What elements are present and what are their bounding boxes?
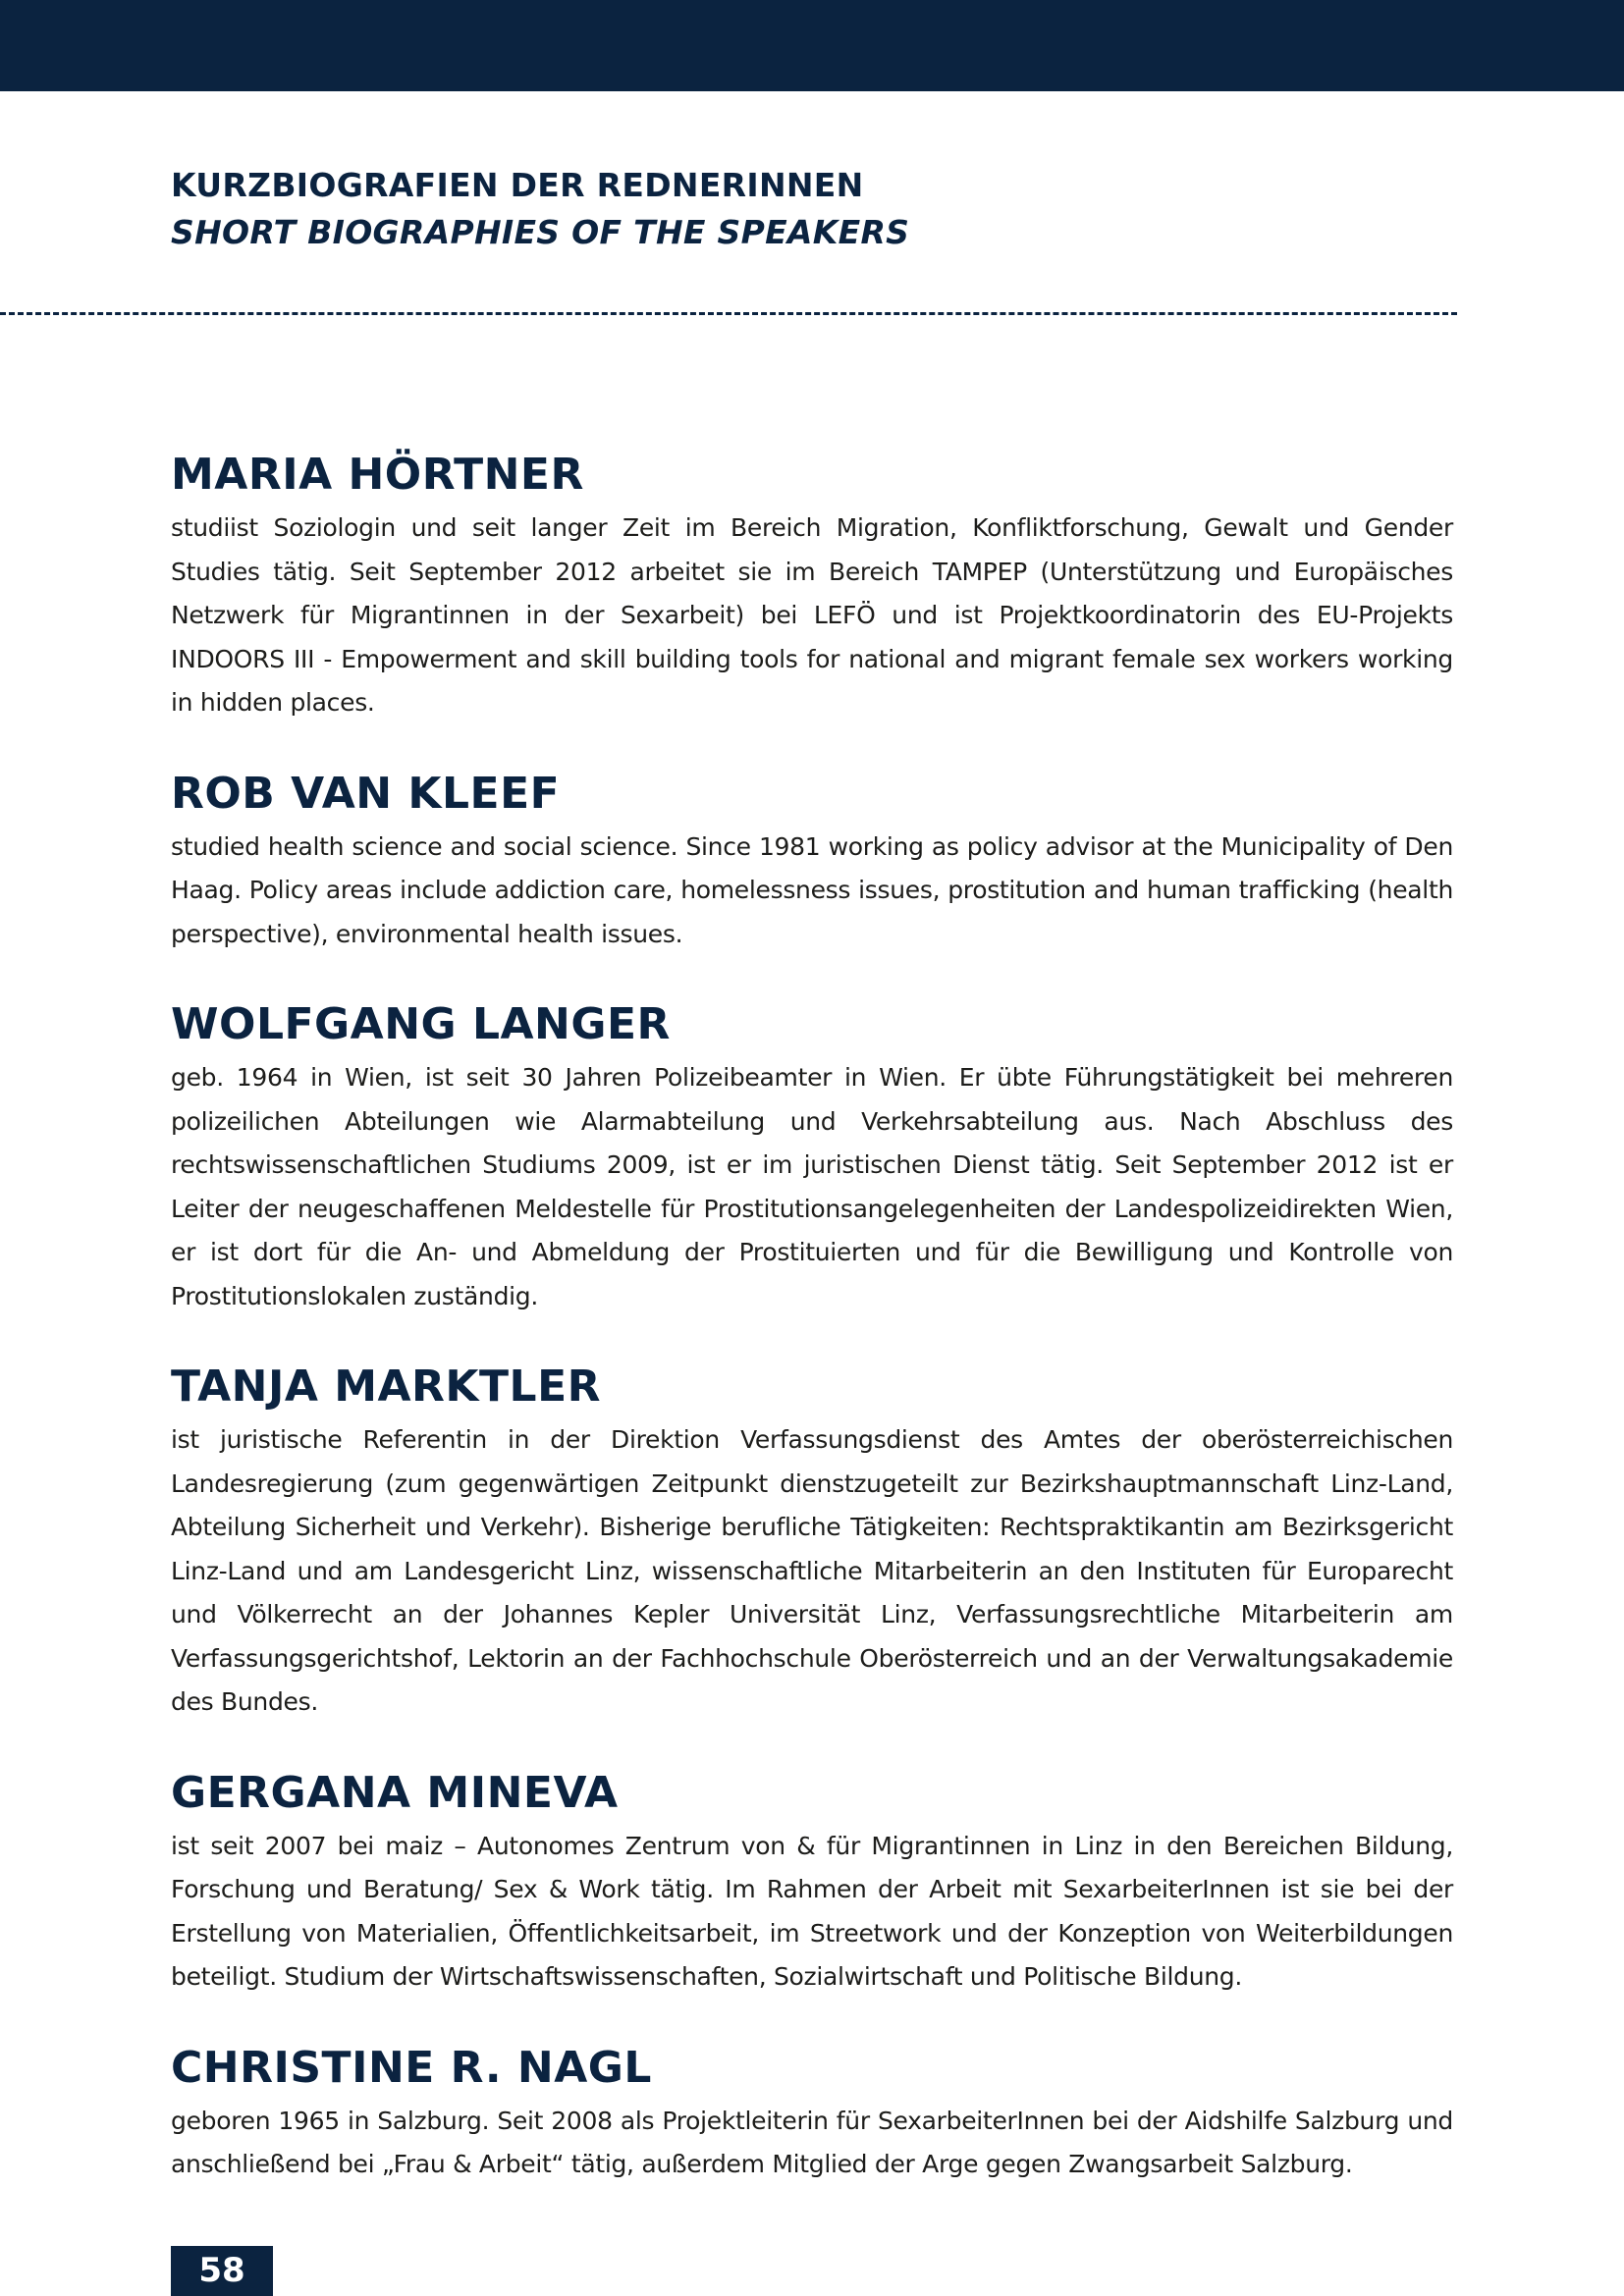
speaker-bio: ist juristische Referentin in der Direktion Verfassungsdienst des Amtes der oberösterreichischen Landesregierung (zum gegenwärtigen Zeitpunkt dienstzugeteilt zur Bezirkshauptmannschaft Linz-Land, Abteilung Sicherheit und Verkehr). Bisherige berufliche Tätigkeiten: Rechtspraktikantin am Bezirksgericht Linz-Land und am Landesgericht Linz, wissenschaftliche Mitarbeiterin an den Instituten für Europarecht und Völkerrecht an der Johannes Kepler Universität Linz, Verfassungsrechtliche Mitarbeiterin am Verfassungsgerichtshof, Lektorin an der Fachhochschule Oberösterreich und an der Verwaltungsakademie des Bundes. xyxy=(171,1425,1453,1716)
speaker-name: CHRISTINE R. NAGL xyxy=(171,2042,652,2093)
speaker-bio: geb. 1964 in Wien, ist seit 30 Jahren Polizeibeamter in Wien. Er übte Führungstätigkeit bei mehreren polizeilichen Abteilungen wie Alarmabteilung und Verkehrsabteilung aus. Nach Abschluss des rechtswissenschaftlichen Studiums 2009, ist er im juristischen Dienst tätig. Seit September 2012 ist er Leiter der neugeschaffenen Meldestelle für Prostitutionsangelegenheiten der Landespolizeidirekten Wien, er ist dort für die An- und Abmeldung der Prostituierten und für die Bewilligung und Kontrolle von Prostitutionslokalen zuständig. xyxy=(171,1063,1453,1310)
speaker-name: MARIA HÖRTNER xyxy=(171,450,584,500)
speaker-bio: studiist Soziologin und seit langer Zeit im Bereich Migration, Konfliktforschung, Gewalt und Gender Studies tätig. Seit September 2012 arbeitet sie im Bereich TAMPEP (Unterstützung und Europäisches Netzwerk für Migrantinnen in der Sexarbeit) bei LEFÖ und ist Projektkoordinatorin des EU-Projekts INDOORS III - Empowerment and skill building tools for national and migrant female sex workers working in hidden places. xyxy=(171,513,1453,717)
speaker-bio: geboren 1965 in Salzburg. Seit 2008 als Projektleiterin für SexarbeiterInnen bei der Aidshilfe Salzburg und anschließend bei „Frau & Arbeit“ tätig, außerdem Mitglied der Arge gegen Zwangsarbeit Salzburg. xyxy=(171,2106,1453,2178)
dashed-divider xyxy=(0,312,1457,315)
speaker-name: ROB VAN KLEEF xyxy=(171,768,561,819)
bio-gergana-mineva xyxy=(171,1766,1453,2000)
speaker-bio: ist seit 2007 bei maiz – Autonomes Zentrum von & für Migrantinnen in Linz in den Bereichen Bildung, Forschung und Beratung/ Sex & Work tätig. Im Rahmen der Arbeit mit SexarbeiterInnen ist sie bei der Erstellung von Materialien, Öffentlichkeitsarbeit, im Streetwork und der Konzeption von Weiterbildungen beteiligt. Studium der Wirtschaftswissenschaften, Sozialwirtschaft und Politische Bildung. xyxy=(171,1831,1453,1991)
speaker-name: GERGANA MINEVA xyxy=(171,1767,619,1818)
speaker-name: TANJA MARKTLER xyxy=(171,1362,602,1412)
section-title-german: KURZBIOGRAFIEN DER REDNERINNEN xyxy=(171,166,864,204)
bio-rob-van-kleef xyxy=(171,767,1453,957)
speaker-name: WOLFGANG LANGER xyxy=(171,999,671,1049)
section-title-english: SHORT BIOGRAPHIES OF THE SPEAKERS xyxy=(171,213,910,251)
bio-wolfgang-langer xyxy=(171,997,1453,1318)
bio-christine-nagl xyxy=(171,2041,1453,2187)
speaker-bio: studied health science and social science. Since 1981 working as policy advisor at the Municipality of Den Haag. Policy areas include addiction care, homelessness issues, prostitution and human trafficking (health perspective), environmental health issues. xyxy=(171,831,1453,948)
bio-maria-hoertner xyxy=(171,448,1453,725)
bio-tanja-marktler xyxy=(171,1360,1453,1725)
top-banner xyxy=(0,0,1624,91)
page-number: 58 xyxy=(171,2246,273,2296)
section-heading xyxy=(171,162,1447,256)
biography-list xyxy=(171,448,1453,2228)
